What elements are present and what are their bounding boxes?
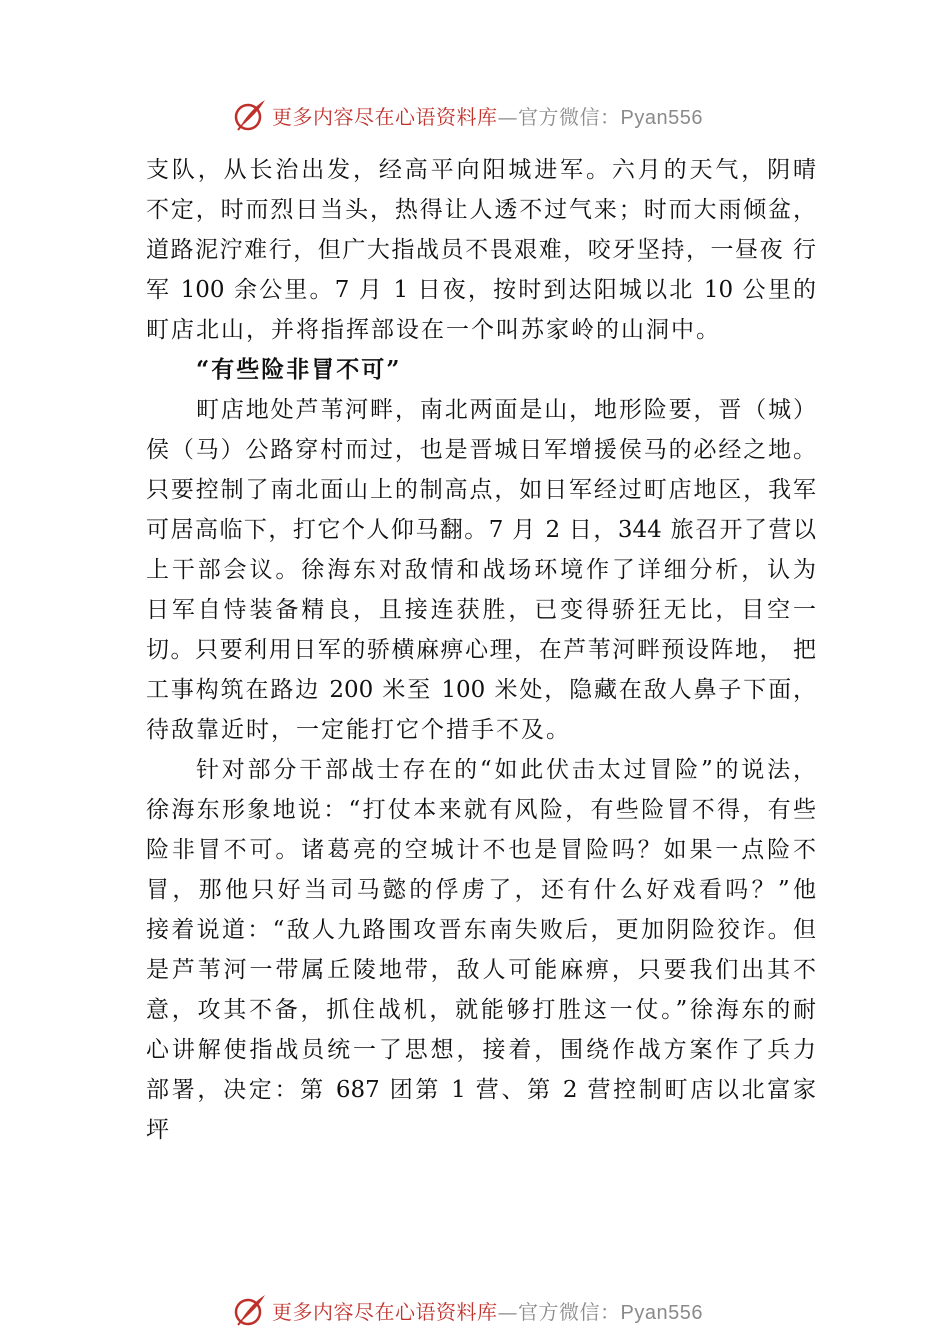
footer-text-brand: 更多内容尽在心语资料库 bbox=[272, 1299, 498, 1324]
text-line: 只要控制了南北面山上的制高点，如日军经过町店地区，我军 bbox=[146, 477, 816, 503]
text-line: 冒，那他只好当司马懿的俘虏了，还有什么好戏看吗？”他 bbox=[146, 877, 816, 903]
text-line: 军 100 余公里。7 月 1 日夜，按时到达阳城以北 10 公里的 bbox=[146, 277, 816, 303]
text-line: 部署，决定：第 687 团第 1 营、第 2 营控制町店以北富家 bbox=[146, 1077, 816, 1103]
text-line: 心讲解使指战员统一了思想，接着，围绕作战方案作了兵力 bbox=[146, 1037, 816, 1063]
text-line: 坪 bbox=[146, 1117, 171, 1143]
header-text-wechat-id: Pyan556 bbox=[620, 106, 703, 129]
text-line: 日军自恃装备精良，且接连获胜，已变得骄狂无比，目空一 bbox=[146, 597, 816, 623]
paragraph-2 bbox=[146, 390, 816, 750]
quill-pen-in-circle-icon bbox=[232, 1292, 268, 1328]
section-heading: “有些险非冒不可” bbox=[196, 356, 402, 383]
text-line: 意，攻其不备，抓住战机，就能够打胜这一仗。”徐海东的耐 bbox=[146, 997, 816, 1023]
text-line: 支队，从长治出发，经高平向阳城进军。六月的天气，阴晴 bbox=[146, 157, 816, 183]
text-line: 可居高临下，打它个人仰马翻。7 月 2 日，344 旅召开了营以 bbox=[146, 517, 816, 543]
text-line: 切。只要利用日军的骄横麻痹心理，在芦苇河畔预设阵地， 把 bbox=[146, 637, 816, 663]
header-text-wechat-label: —官方微信： bbox=[497, 104, 621, 129]
text-line: 上干部会议。徐海东对敌情和战场环境作了详细分析，认为 bbox=[146, 557, 816, 583]
text-line: 待敌靠近时，一定能打它个措手不及。 bbox=[146, 717, 571, 743]
text-line: 接着说道：“敌人九路围攻晋东南失败后，更加阴险狡诈。但 bbox=[146, 917, 816, 943]
text-line: 针对部分干部战士存在的“如此伏击太过冒险”的说法， bbox=[196, 757, 816, 783]
footer-banner bbox=[232, 1290, 703, 1330]
text-line: 不定，时而烈日当头，热得让人透不过气来；时而大雨倾盆， bbox=[146, 197, 816, 223]
footer-text-wechat-label: —官方微信： bbox=[497, 1299, 621, 1324]
paragraph-1 bbox=[146, 150, 816, 350]
text-line: 町店北山，并将指挥部设在一个叫苏家岭的山洞中。 bbox=[146, 317, 721, 343]
footer-text bbox=[272, 1296, 703, 1325]
text-line: 工事构筑在路边 200 米至 100 米处，隐藏在敌人鼻子下面， bbox=[146, 677, 816, 703]
text-line: 道路泥泞难行，但广大指战员不畏艰难，咬牙坚持，一昼夜 行 bbox=[146, 237, 816, 263]
footer-text-wechat-id: Pyan556 bbox=[620, 1301, 703, 1324]
quill-pen-in-circle-icon bbox=[232, 97, 268, 133]
paragraph-3 bbox=[146, 750, 816, 1150]
document-body bbox=[146, 150, 816, 1150]
header-text bbox=[272, 101, 703, 130]
text-line: 侯（马）公路穿村而过，也是晋城日军增援侯马的必经之地。 bbox=[146, 437, 816, 463]
text-line: 町店地处芦苇河畔，南北两面是山，地形险要，晋（城） bbox=[196, 397, 816, 423]
header-text-brand: 更多内容尽在心语资料库 bbox=[272, 104, 498, 129]
header-banner bbox=[232, 95, 703, 135]
text-line: 徐海东形象地说：“打仗本来就有风险，有些险冒不得，有些 bbox=[146, 797, 816, 823]
text-line: 险非冒不可。诸葛亮的空城计不也是冒险吗？如果一点险不 bbox=[146, 837, 816, 863]
text-line: 是芦苇河一带属丘陵地带，敌人可能麻痹，只要我们出其不 bbox=[146, 957, 816, 983]
